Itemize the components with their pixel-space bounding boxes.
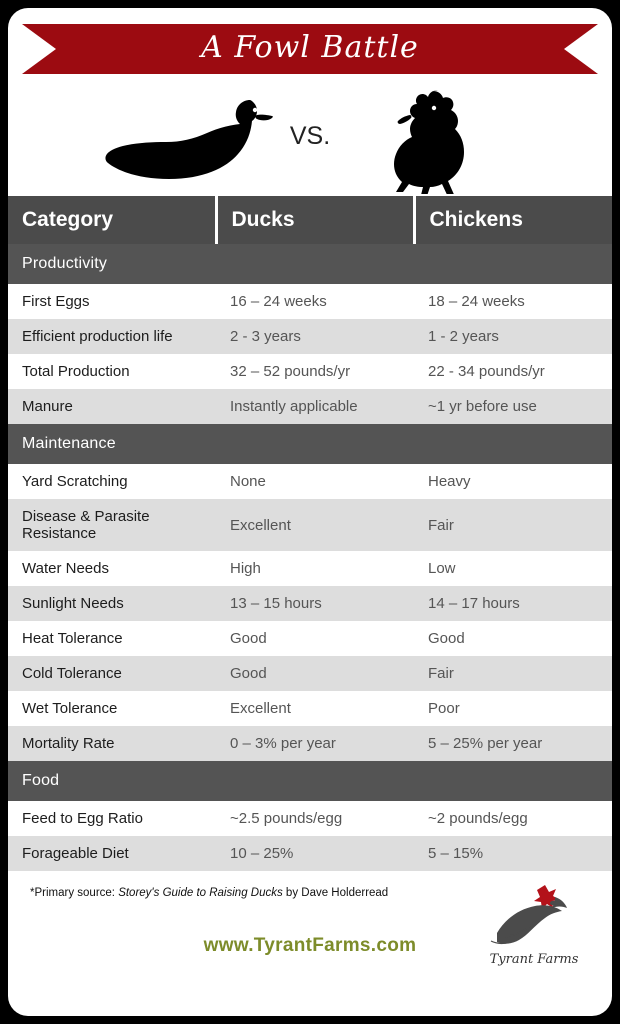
section-label: Food (8, 761, 612, 801)
row-label: Wet Tolerance (8, 691, 216, 726)
chicken-silhouette (376, 86, 496, 199)
row-value-chickens: ~1 yr before use (414, 389, 612, 424)
row-value-chickens: Poor (414, 691, 612, 726)
comparison-table (8, 196, 612, 871)
row-value-ducks: 16 – 24 weeks (216, 284, 414, 319)
row-value-ducks: 0 – 3% per year (216, 726, 414, 761)
row-label: Disease & Parasite Resistance (8, 499, 216, 551)
row-label: Water Needs (8, 551, 216, 586)
row-value-ducks: None (216, 464, 414, 499)
row-value-chickens: Fair (414, 499, 612, 551)
row-value-chickens: Low (414, 551, 612, 586)
row-label: Sunlight Needs (8, 586, 216, 621)
logo-text: Tyrant Farms (489, 952, 579, 967)
section-row-maintenance (8, 424, 612, 464)
table-header-row (8, 196, 612, 244)
table-row (8, 691, 612, 726)
table-row (8, 354, 612, 389)
row-label: First Eggs (8, 284, 216, 319)
row-label: Total Production (8, 354, 216, 389)
table-row (8, 499, 612, 551)
source-prefix: *Primary source: (30, 887, 119, 899)
column-header-ducks: Ducks (216, 196, 414, 244)
row-value-chickens: 18 – 24 weeks (414, 284, 612, 319)
row-label: Mortality Rate (8, 726, 216, 761)
row-value-ducks: Excellent (216, 499, 414, 551)
site-url[interactable]: www.TyrantFarms.com (203, 935, 417, 956)
column-header-category: Category (8, 196, 216, 244)
table-row (8, 551, 612, 586)
row-value-ducks: 32 – 52 pounds/yr (216, 354, 414, 389)
row-value-ducks: Excellent (216, 691, 414, 726)
source-note (30, 887, 388, 899)
row-value-chickens: 5 – 25% per year (414, 726, 612, 761)
row-value-chickens: Good (414, 621, 612, 656)
row-value-ducks: 2 - 3 years (216, 319, 414, 354)
row-label: Heat Tolerance (8, 621, 216, 656)
section-row-productivity (8, 244, 612, 284)
row-value-chickens: 22 - 34 pounds/yr (414, 354, 612, 389)
table-row (8, 464, 612, 499)
row-value-ducks: Instantly applicable (216, 389, 414, 424)
versus-label: VS. (289, 122, 331, 150)
table-row (8, 801, 612, 836)
row-label: Forageable Diet (8, 836, 216, 871)
versus-row (8, 86, 612, 196)
row-label: Manure (8, 389, 216, 424)
row-value-ducks: Good (216, 621, 414, 656)
row-label: Yard Scratching (8, 464, 216, 499)
page-title: A Fowl Battle (201, 30, 419, 65)
row-value-chickens: Fair (414, 656, 612, 691)
row-value-ducks: 13 – 15 hours (216, 586, 414, 621)
table-row (8, 621, 612, 656)
table-row (8, 389, 612, 424)
section-label: Maintenance (8, 424, 612, 464)
row-label: Feed to Egg Ratio (8, 801, 216, 836)
table-row (8, 656, 612, 691)
row-value-ducks: ~2.5 pounds/egg (216, 801, 414, 836)
row-value-chickens: 14 – 17 hours (414, 586, 612, 621)
infographic-card (8, 8, 612, 1016)
row-value-ducks: Good (216, 656, 414, 691)
table-row (8, 726, 612, 761)
row-value-chickens: Heavy (414, 464, 612, 499)
source-title: Storey's Guide to Raising Ducks (118, 887, 283, 899)
row-label: Cold Tolerance (8, 656, 216, 691)
row-value-chickens: 1 - 2 years (414, 319, 612, 354)
table-row (8, 284, 612, 319)
table-row (8, 319, 612, 354)
source-suffix: by Dave Holderread (282, 887, 389, 899)
row-value-chickens: ~2 pounds/egg (414, 801, 612, 836)
row-value-chickens: 5 – 15% (414, 836, 612, 871)
footer (8, 871, 612, 975)
row-label: Efficient production life (8, 319, 216, 354)
table-row (8, 586, 612, 621)
section-row-food (8, 761, 612, 801)
table-row (8, 836, 612, 871)
row-value-ducks: High (216, 551, 414, 586)
column-header-chickens: Chickens (414, 196, 612, 244)
section-label: Productivity (8, 244, 612, 284)
banner (8, 8, 612, 86)
row-value-ducks: 10 – 25% (216, 836, 414, 871)
